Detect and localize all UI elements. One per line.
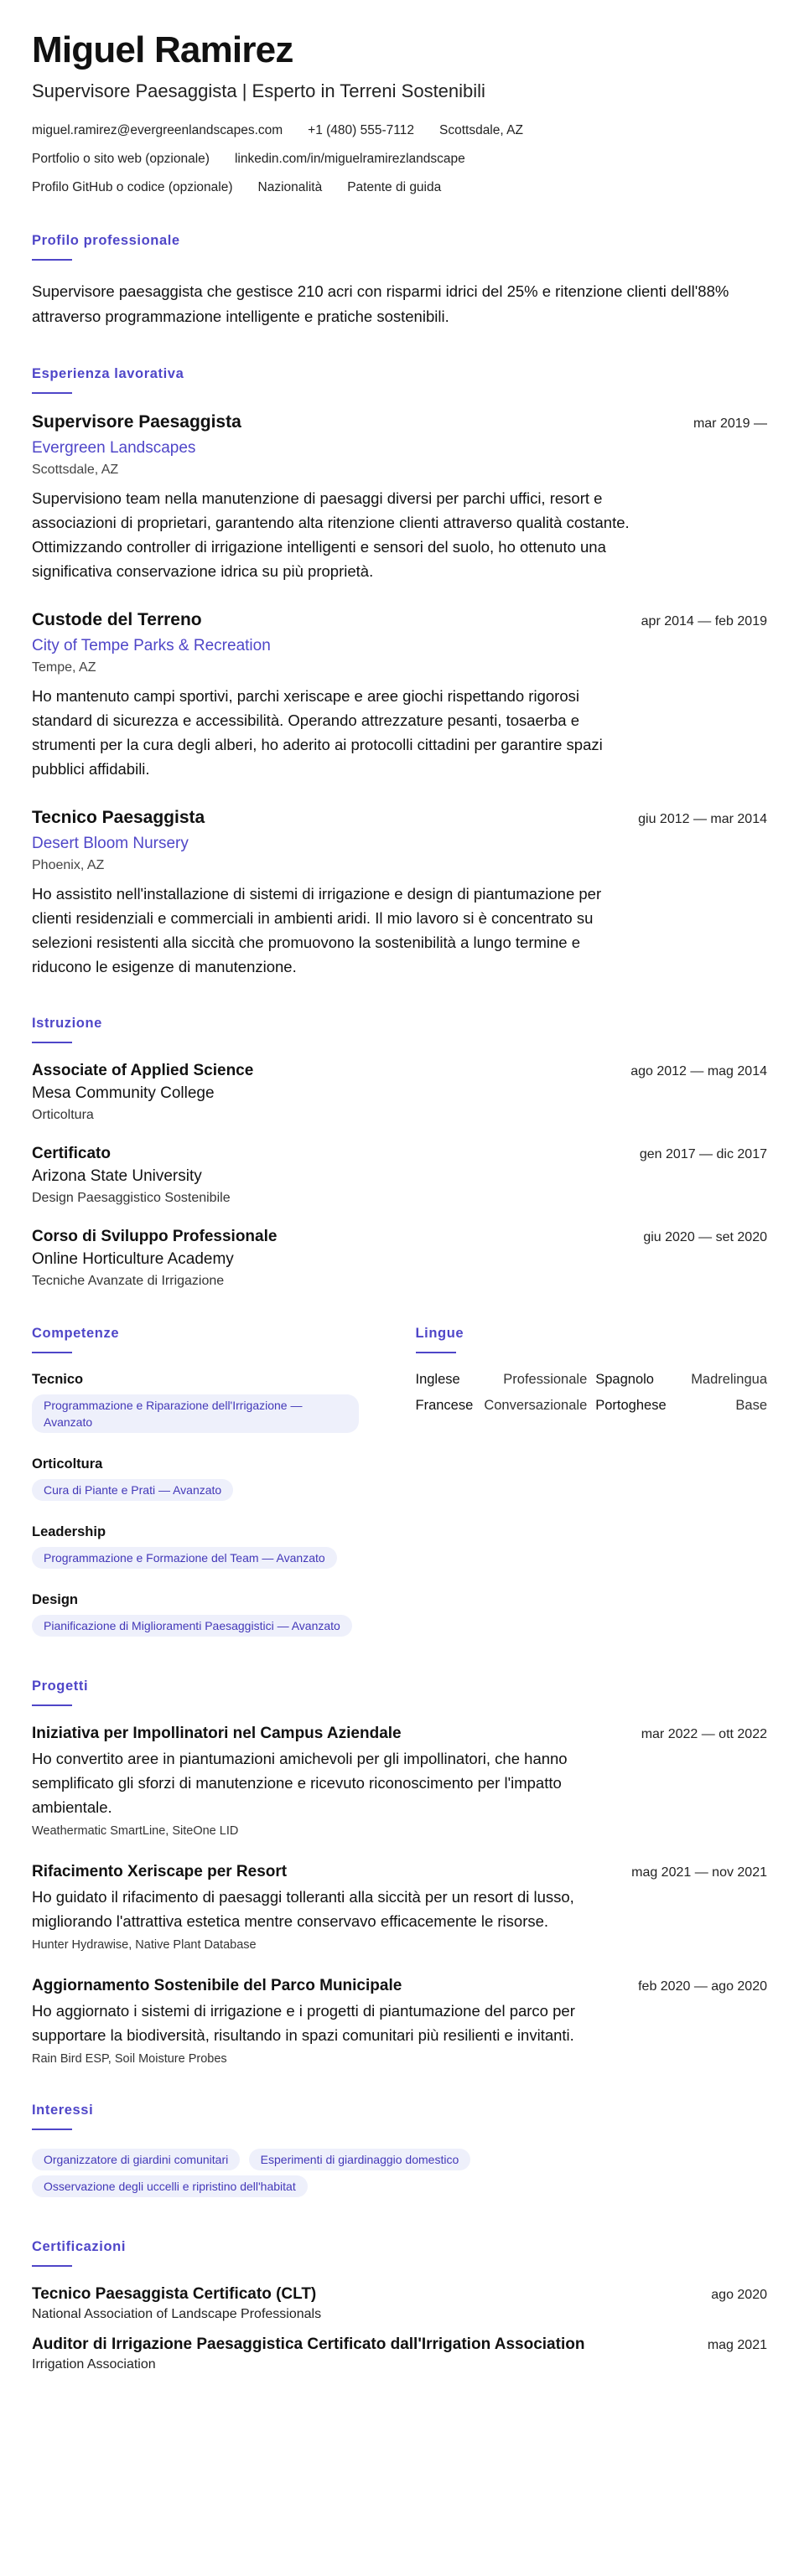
job-location: Tempe, AZ [32, 660, 96, 675]
job-description: Ho mantenuto campi sportivi, parchi xeriscape e aree giochi rispettando rigorosi standard di sicurezza e accessibilità. Operando attrezzature pesanti, tosaerba e strumenti per la cura degli alberi, ho aderito ai protocolli cittadini per garantire spazi pubblici affidabili. [32, 687, 603, 778]
candidate-name: Miguel Ramirez [32, 29, 293, 70]
job-company: Desert Bloom Nursery [32, 835, 189, 853]
education-entry [32, 1062, 767, 1123]
job-entry [32, 412, 767, 583]
section-divider [32, 1704, 72, 1706]
job-date: mar 2019 — [693, 416, 767, 432]
section-title: Profilo professionale [32, 233, 180, 249]
certification-date: ago 2020 [711, 2288, 767, 2303]
interest-pill: Organizzatore di giardini comunitari [32, 2149, 240, 2170]
education-school: Mesa Community College [32, 1084, 215, 1103]
contact-row-1 [32, 122, 767, 139]
job-location: Phoenix, AZ [32, 858, 105, 873]
project-title: Iniziativa per Impollinatori nel Campus Aziendale [32, 1725, 402, 1743]
language-item [416, 1398, 588, 1414]
education-degree: Corso di Sviluppo Professionale [32, 1228, 278, 1246]
certification-entry [32, 2335, 767, 2372]
skills-languages-row [32, 1326, 767, 1642]
skill-category: Design [32, 1592, 79, 1608]
section-divider [32, 259, 72, 261]
language-level: Professionale [503, 1372, 588, 1388]
education-field: Orticoltura [32, 1108, 94, 1123]
skill-category: Tecnico [32, 1372, 84, 1388]
section-divider [32, 1352, 72, 1353]
project-title: Rifacimento Xeriscape per Resort [32, 1863, 288, 1881]
project-technologies: Rain Bird ESP, Soil Moisture Probes [32, 2052, 227, 2066]
skill-pill: Programmazione e Riparazione dell'Irrigazione — Avanzato [32, 1394, 359, 1433]
certification-org: Irrigation Association [32, 2357, 156, 2372]
section-divider [32, 1042, 72, 1043]
skill-category: Leadership [32, 1524, 106, 1540]
education-date: gen 2017 — dic 2017 [639, 1147, 767, 1162]
skill-pill: Pianificazione di Miglioramenti Paesaggistici — Avanzato [32, 1615, 352, 1637]
job-entry [32, 808, 767, 979]
experience-section [32, 366, 767, 979]
project-description: Ho guidato il rifacimento di paesaggi tolleranti alla siccità per un resort di lusso, migliorando l'attrattiva estetica mentre conservavo efficacemente le risorse. [32, 1888, 574, 1931]
interests-list [32, 2149, 568, 2202]
github-link[interactable]: Profilo GitHub o codice (opzionale) [32, 180, 233, 195]
skill-group [32, 1372, 384, 1438]
project-description: Ho convertito aree in piantumazioni amichevoli per gli impollinatori, che hanno semplificato gli sforzi di manutenzione e ricevuto riconoscimento per l'impatto ambientale. [32, 1750, 568, 1817]
contact-row-3 [32, 179, 767, 196]
job-entry [32, 610, 767, 781]
summary-text: Supervisore paesaggista che gestisce 210 acri con risparmi idrici del 25% e ritenzione clienti dell'88% attraverso programmazione intelligente e pratiche sostenibili. [32, 282, 729, 326]
section-title: Certificazioni [32, 2239, 127, 2255]
nationality-text: Nazionalità [257, 180, 323, 195]
language-name: Spagnolo [595, 1372, 654, 1388]
section-divider [32, 2265, 72, 2267]
certification-date: mag 2021 [707, 2338, 767, 2353]
job-title: Supervisore Paesaggista [32, 412, 241, 432]
education-field: Tecniche Avanzate di Irrigazione [32, 1274, 225, 1289]
location-text: Scottsdale, AZ [439, 123, 523, 138]
section-title: Esperienza lavorativa [32, 366, 184, 382]
certification-title: Auditor di Irrigazione Paesaggistica Certificato dall'Irrigation Association [32, 2335, 585, 2354]
project-title: Aggiornamento Sostenibile del Parco Municipale [32, 1977, 402, 1995]
project-entry [32, 1863, 767, 1952]
resume-header [32, 29, 767, 196]
projects-section [32, 1679, 767, 2066]
section-divider [32, 392, 72, 394]
certifications-section [32, 2239, 767, 2372]
certification-org: National Association of Landscape Professionals [32, 2307, 322, 2322]
education-school: Arizona State University [32, 1167, 202, 1186]
project-technologies: Weathermatic SmartLine, SiteOne LID [32, 1824, 239, 1839]
certification-entry [32, 2285, 767, 2322]
certification-title: Tecnico Paesaggista Certificato (CLT) [32, 2285, 317, 2304]
education-entry [32, 1228, 767, 1289]
contact-row-2 [32, 151, 767, 168]
summary-section [32, 233, 767, 329]
project-date: feb 2020 — ago 2020 [638, 1979, 767, 1994]
skill-category: Orticoltura [32, 1456, 103, 1472]
skill-pill: Cura di Piante e Prati — Avanzato [32, 1479, 233, 1501]
skill-group [32, 1592, 384, 1642]
education-degree: Associate of Applied Science [32, 1062, 254, 1080]
section-divider [32, 2129, 72, 2130]
phone-text: +1 (480) 555-7112 [308, 123, 414, 138]
skills-section [32, 1326, 384, 1642]
education-entry [32, 1145, 767, 1206]
job-description: Ho assistito nell'installazione di sistemi di irrigazione e design di piantumazione per clienti residenziali e commerciali in ambienti aridi. Il mio lavoro si è concentrato su selezioni resistenti alla siccità che promuovono la sostenibilità a lungo termine e riducono le esigenze di manutenzione. [32, 885, 602, 976]
language-item [416, 1372, 588, 1388]
language-item [595, 1398, 767, 1414]
education-date: giu 2020 — set 2020 [643, 1230, 767, 1245]
project-technologies: Hunter Hydrawise, Native Plant Database [32, 1938, 257, 1953]
candidate-headline: Supervisore Paesaggista | Esperto in Terreni Sostenibili [32, 80, 485, 101]
section-title: Progetti [32, 1679, 89, 1694]
language-level: Conversazionale [484, 1398, 588, 1414]
language-name: Francese [415, 1398, 474, 1414]
project-entry [32, 1977, 767, 2066]
project-entry [32, 1725, 767, 1838]
education-field: Design Paesaggistico Sostenibile [32, 1191, 231, 1206]
project-date: mag 2021 — nov 2021 [631, 1865, 767, 1880]
section-title: Lingue [415, 1326, 464, 1342]
skill-group [32, 1524, 384, 1574]
job-company: City of Tempe Parks & Recreation [32, 637, 271, 655]
language-level: Madrelingua [691, 1372, 767, 1388]
job-description: Supervisiono team nella manutenzione di paesaggi diversi per parchi uffici, resort e associazioni di proprietari, garantendo alta ritenzione clienti attraverso qualità costante. Ottimizzando controller di irrigazione intelligenti e sensori del suolo, ho ottenuto una significativa conservazione idrica su più proprietà. [32, 489, 630, 581]
education-degree: Certificato [32, 1145, 111, 1163]
section-title: Istruzione [32, 1016, 102, 1032]
section-title: Competenze [32, 1326, 120, 1342]
interests-section [32, 2103, 767, 2202]
job-date: giu 2012 — mar 2014 [638, 812, 767, 827]
section-divider [416, 1352, 456, 1353]
education-section [32, 1016, 767, 1289]
education-date: ago 2012 — mag 2014 [630, 1064, 767, 1079]
license-text: Patente di guida [347, 180, 442, 195]
skill-group [32, 1456, 384, 1506]
interest-pill: Esperimenti di giardinaggio domestico [249, 2149, 471, 2170]
email-link[interactable]: miguel.ramirez@evergreenlandscapes.com [32, 123, 283, 138]
languages-section [416, 1326, 768, 1642]
linkedin-link[interactable]: linkedin.com/in/miguelramirezlandscape [234, 152, 465, 167]
job-date: apr 2014 — feb 2019 [641, 614, 767, 629]
job-location: Scottsdale, AZ [32, 463, 119, 478]
language-item [595, 1372, 767, 1388]
interest-pill: Osservazione degli uccelli e ripristino dell'habitat [32, 2175, 308, 2197]
language-level: Base [735, 1398, 767, 1414]
job-title: Tecnico Paesaggista [32, 808, 205, 828]
skill-pill: Programmazione e Formazione del Team — Avanzato [32, 1547, 337, 1569]
language-name: Inglese [415, 1372, 460, 1388]
language-name: Portoghese [595, 1398, 667, 1414]
job-company: Evergreen Landscapes [32, 439, 196, 458]
website-link[interactable]: Portfolio o sito web (opzionale) [32, 152, 210, 167]
project-description: Ho aggiornato i sistemi di irrigazione e i progetti di piantumazione del parco per supportare la biodiversità, risultando in spazi comunitari più resilienti e invitanti. [32, 2002, 575, 2045]
education-school: Online Horticulture Academy [32, 1250, 234, 1269]
languages-grid [416, 1372, 768, 1414]
job-title: Custode del Terreno [32, 610, 202, 630]
section-title: Interessi [32, 2103, 94, 2118]
project-date: mar 2022 — ott 2022 [641, 1727, 767, 1742]
